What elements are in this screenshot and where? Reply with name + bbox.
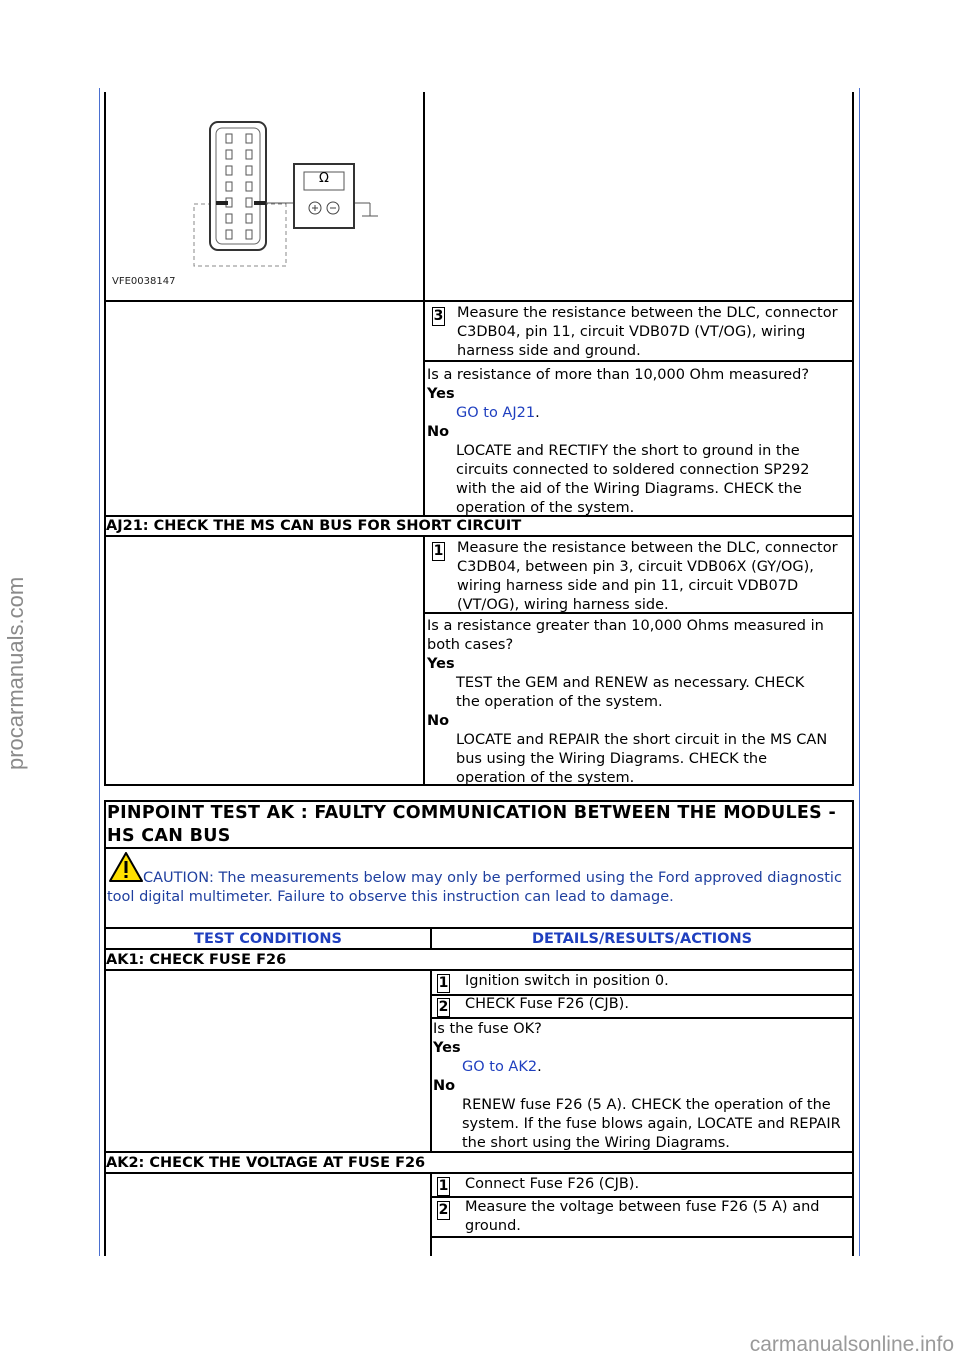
col-header-details: DETAILS/RESULTS/ACTIONS: [432, 930, 852, 948]
go-to-aj21-link[interactable]: GO to AJ21: [456, 405, 536, 421]
ak2-title: AK2: CHECK THE VOLTAGE AT FUSE F26: [106, 1155, 426, 1171]
aj21-yes-action: TEST the GEM and RENEW as necessary. CHECK the operation of the system.: [456, 675, 805, 710]
aj21-no-action: LOCATE and REPAIR the short circuit in the MS CAN bus using the Wiring Diagrams. CHECK the operation of the system.: [456, 732, 828, 786]
pinpoint-header-line2: HS CAN BUS: [107, 826, 231, 846]
ak1-no-label: No: [433, 1078, 456, 1094]
ak-border-right: [852, 800, 854, 1256]
pinpoint-test-header: [107, 802, 852, 848]
figure-caption: VFE0038147: [112, 276, 176, 287]
column-divider-aj20: [423, 92, 425, 516]
step-number-1: 1: [438, 975, 449, 991]
aj21-yes-label: Yes: [427, 656, 455, 672]
ak1-question: Is the fuse OK?: [433, 1021, 542, 1037]
ak2-col-divider: [430, 1174, 432, 1256]
aj20-step3-text: Measure the resistance between the DLC, connector C3DB04, pin 11, circuit VDB07D (VT/OG), wiring harness side and ground.: [457, 305, 838, 359]
ak1-bottom-divider: [104, 1151, 854, 1153]
ak1-no-action: RENEW fuse F26 (5 A). CHECK the operation of the system. If the fuse blows again, LOCATE and REPAIR the short using the Wiring Diagrams.: [462, 1097, 841, 1151]
pinpoint-header-line1: PINPOINT TEST AK : FAULTY COMMUNICATION BETWEEN THE MODULES -: [107, 803, 837, 823]
caution-top-divider: [104, 847, 854, 849]
warning-triangle-icon: [109, 852, 143, 882]
ak1-title-divider: [104, 969, 854, 971]
ak2-title-divider: [104, 1172, 854, 1174]
column-divider-aj21: [423, 536, 425, 786]
aj20-no-action: LOCATE and RECTIFY the short to ground in the circuits connected to soldered connection SP292 with the aid of the Wiring Diagrams. CHECK the operation of the system.: [456, 443, 810, 516]
aj20-question: Is a resistance of more than 10,000 Ohm measured?: [427, 367, 810, 383]
right-margin-guide: [859, 88, 860, 1256]
ak1-yes-label: Yes: [433, 1040, 461, 1056]
left-margin-guide: [99, 88, 100, 1256]
ak1-step2-text: CHECK Fuse F26 (CJB).: [465, 996, 629, 1012]
aj21-result: [427, 617, 847, 788]
step-number-1: 1: [438, 1178, 449, 1194]
aj20-result: [427, 366, 847, 518]
step-number-2: 2: [438, 1202, 449, 1218]
step-number-1: 1: [433, 543, 444, 559]
ak1-step1-text: Ignition switch in position 0.: [465, 973, 669, 989]
dlc-connector-diagram: [108, 104, 418, 294]
side-watermark: procarmanuals.com: [3, 576, 28, 770]
caution-text: CAUTION: The measurements below may only be performed using the Ford approved diagnostic tool digital multimeter. Failure to observe this instruction can lead to damage.: [107, 870, 842, 905]
table-border-left: [104, 92, 106, 786]
bottom-watermark: carmanualsonline.info: [749, 1333, 954, 1356]
aj20-yes-label: Yes: [427, 386, 455, 402]
aj20-yes-action: GO to AJ21.: [456, 405, 540, 421]
ak2-step2-text: Measure the voltage between fuse F26 (5 A) and ground.: [465, 1199, 820, 1234]
caution-box: [107, 852, 847, 907]
ak2-step2-divider: [430, 1236, 854, 1238]
step-number-3: 3: [433, 308, 444, 324]
go-to-ak2-link[interactable]: GO to AK2: [462, 1059, 538, 1075]
table-border-right: [852, 92, 854, 786]
step-number-2: 2: [438, 999, 449, 1015]
ak1-col-divider: [430, 971, 432, 1152]
ak2-step1-text: Connect Fuse F26 (CJB).: [465, 1176, 640, 1192]
aj20-no-label: No: [427, 424, 450, 440]
aj21-title: AJ21: CHECK THE MS CAN BUS FOR SHORT CIRCUIT: [106, 518, 522, 534]
ak1-title: AK1: CHECK FUSE F26: [106, 952, 287, 968]
meter-ohm-symbol: Ω: [319, 171, 329, 186]
header-row-top: [104, 927, 854, 929]
col-header-test-conditions: TEST CONDITIONS: [106, 930, 430, 948]
header-row-bottom: [104, 948, 854, 950]
ak1-yes-action: GO to AK2.: [462, 1059, 542, 1075]
dlc-wiring-figure: [108, 104, 418, 294]
ak-border-left: [104, 800, 106, 1256]
aj21-no-label: No: [427, 713, 450, 729]
figure-row-divider: [104, 300, 854, 302]
aj21-question: Is a resistance greater than 10,000 Ohms measured in both cases?: [427, 618, 824, 653]
header-col-divider: [430, 929, 432, 948]
aj21-step1-text: Measure the resistance between the DLC, connector C3DB04, between pin 3, circuit VDB06X (GY/OG), wiring harness side and pin 11, circuit VDB07D (VT/OG), wiring harness side.: [457, 540, 838, 613]
ak1-result: [433, 1020, 850, 1153]
ak1-step2-divider: [430, 1017, 854, 1019]
